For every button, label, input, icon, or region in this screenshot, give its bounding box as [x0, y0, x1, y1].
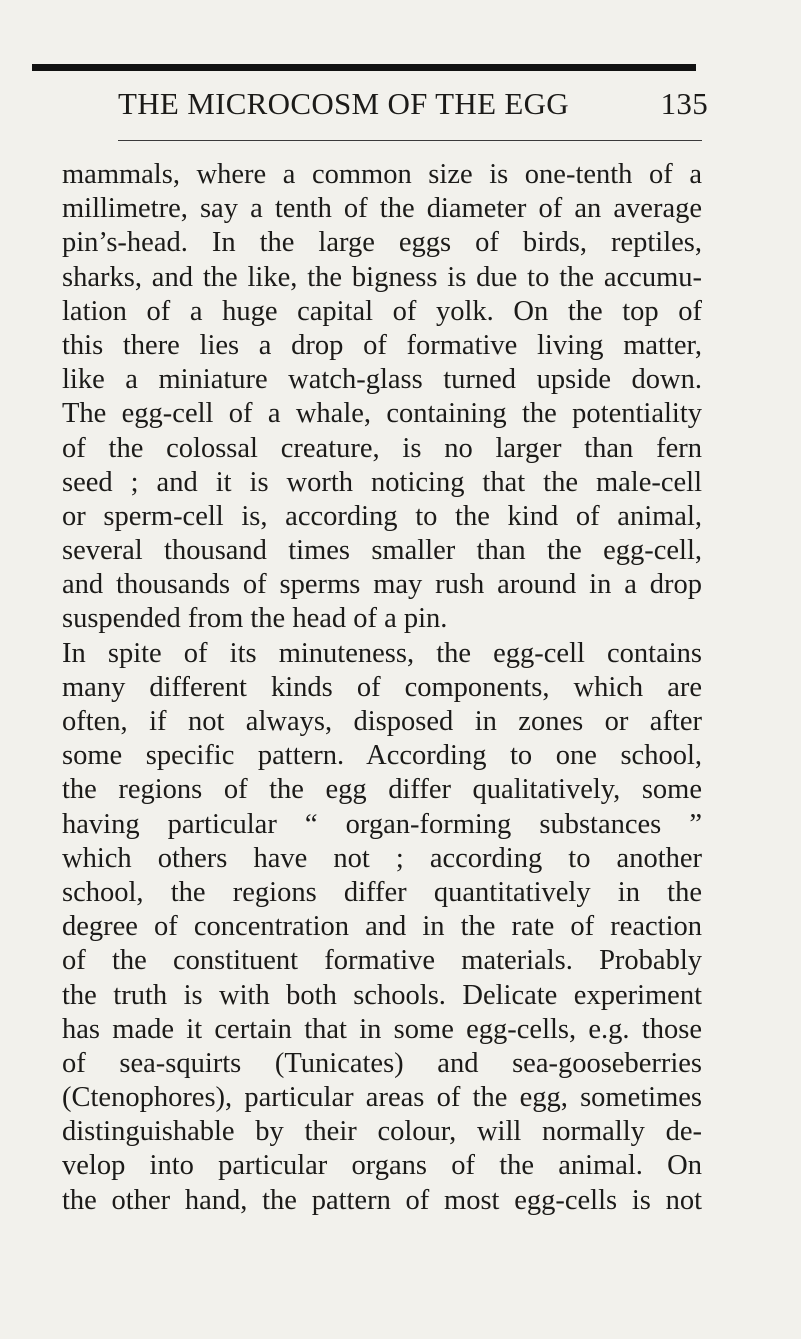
text-line: this there lies a drop of formative living matter, [62, 329, 702, 361]
text-line: which others have not ; according to another [62, 842, 702, 874]
running-head-title: THE MICROCOSM OF THE EGG [118, 86, 569, 121]
text-line: like a miniature watch-glass turned upside down. [62, 364, 702, 396]
text-line: of sea-squirts (Tunicates) and sea-gooseberries [62, 1047, 702, 1079]
text-line: of the colossal creature, is no larger than fern [62, 432, 702, 464]
paragraph-start-line: In spite of its minuteness, the egg-cell contains [62, 637, 702, 669]
text-line: seed ; and it is worth noticing that the male-cell [62, 466, 702, 498]
text-line: suspended from the head of a pin. [62, 603, 448, 635]
text-line: or sperm-cell is, according to the kind of animal, [62, 500, 702, 532]
text-line: mammals, where a common size is one-tenth of a [62, 159, 702, 190]
text-line: millimetre, say a tenth of the diameter of an average [62, 193, 702, 225]
text-line: velop into particular organs of the animal. On [62, 1150, 702, 1182]
text-line: has made it certain that in some egg-cells, e.g. those [62, 1013, 702, 1045]
text-line: (Ctenophores), particular areas of the egg, sometimes [62, 1082, 702, 1114]
text-line: often, if not always, disposed in zones or after [62, 706, 702, 737]
text-line: the truth is with both schools. Delicate experiment [62, 979, 702, 1011]
text-line: the other hand, the pattern of most egg-cells is not [62, 1184, 702, 1216]
text-line: degree of concentration and in the rate of reaction [62, 911, 702, 943]
text-line: the regions of the egg differ qualitatively, some [62, 774, 702, 806]
text-line: of the constituent formative materials. Probably [62, 945, 702, 977]
body-text [62, 158, 702, 1218]
text-line: pin’s-head. In the large eggs of birds, reptiles, [62, 227, 702, 259]
text-line: and thousands of sperms may rush around in a drop [62, 569, 702, 601]
text-line: having particular “ organ-forming substances ” [62, 808, 702, 840]
text-line: school, the regions differ quantitatively in the [62, 876, 702, 908]
text-line: several thousand times smaller than the egg-cell, [62, 535, 702, 567]
text-line: distinguishable by their colour, will normally de- [62, 1116, 702, 1148]
top-rule [32, 64, 696, 71]
text-line: sharks, and the like, the bigness is due to the accumu- [62, 261, 702, 293]
header-rule [118, 140, 702, 141]
text-line: The egg-cell of a whale, containing the potentiality [62, 398, 702, 430]
running-head [118, 86, 708, 126]
text-line: some specific pattern. According to one school, [62, 740, 702, 772]
page-number: 135 [660, 86, 708, 121]
text-line: many different kinds of components, which are [62, 671, 702, 703]
text-line: lation of a huge capital of yolk. On the top of [62, 295, 702, 327]
